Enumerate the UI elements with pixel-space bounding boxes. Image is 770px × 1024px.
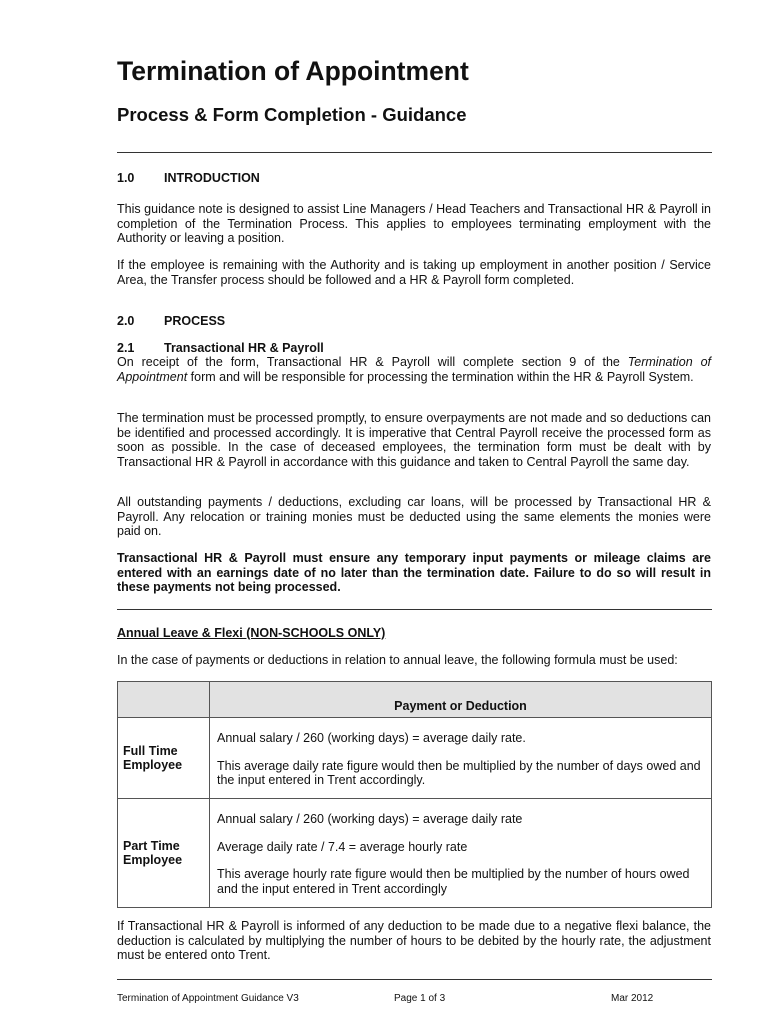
annual-leave-intro: In the case of payments or deductions in relation to annual leave, the following formula must be used: [117, 653, 678, 667]
row-label-line: Part Time [123, 838, 180, 853]
subsection-number: 2.1 [117, 341, 135, 355]
row-label-line: Employee [123, 758, 183, 772]
flexi-deduction-paragraph: If Transactional HR & Payroll is informed of any deduction to be made due to a negative flexi balance, the deduction is calculated by multiplying the number of hours to be debited by the hourly rate, the adjustment must be entered onto Trent. [117, 919, 711, 962]
process-paragraph-1-end: form and will be responsible for processing the termination within the HR & Payroll System. [187, 369, 694, 384]
process-paragraph-1-start: On receipt of the form, Transactional HR & Payroll will complete section 9 of the [117, 355, 628, 369]
form-name-emphasis: Termination of Appointment [117, 355, 712, 384]
payment-deduction-table [117, 681, 712, 908]
column-header-label: Payment or Deduction [394, 698, 527, 713]
footer-divider [117, 979, 712, 980]
process-paragraph-2: The termination must be processed promptly, to ensure overpayments are not made and so deductions can be identified and processed accordingly. It is imperative that Central Payroll receive the processed form as soon as possible. In the case of deceased employees, the termination form must be dealt with by Transactional HR & Payroll in accordance with this guidance and taken to Central Payroll the same day. [117, 411, 711, 469]
footer-page-number: Page 1 of 3 [394, 993, 446, 1004]
row-label-full-time [118, 718, 210, 799]
footer-document-name: Termination of Appointment Guidance V3 [117, 993, 299, 1004]
section-title: PROCESS [164, 314, 226, 328]
subsection-heading-transactional [117, 341, 324, 355]
formula-line: This average daily rate figure would then be multiplied by the number of days owed and the input entered in Trent accordingly. [217, 758, 701, 787]
section-number: 1.0 [117, 171, 135, 185]
process-paragraph-1 [117, 355, 711, 384]
table-column-header [210, 682, 712, 718]
row-label-line: Employee [123, 853, 183, 867]
intro-paragraph-2: If the employee is remaining with the Authority and is taking up employment in another position / Service Area, the Transfer process should be followed and a HR & Payroll form completed. [117, 258, 711, 287]
intro-paragraph-1: This guidance note is designed to assist Line Managers / Head Teachers and Transactional HR & Payroll in completion of the Termination Process. This applies to employees terminating employment with the Authority or leaving a position. [117, 202, 711, 245]
section-number: 2.0 [117, 314, 135, 328]
footer-date: Mar 2012 [611, 993, 654, 1004]
document-title: Termination of Appointment [117, 56, 469, 86]
table-corner-cell [118, 682, 210, 718]
process-warning-paragraph: Transactional HR & Payroll must ensure any temporary input payments or mileage claims are entered with an earnings date of no later than the termination date. Failure to do so will result in these payments not being processed. [117, 551, 711, 594]
section-heading-process [117, 314, 225, 328]
formula-line: Annual salary / 260 (working days) = average daily rate [217, 812, 523, 826]
formula-line: Annual salary / 260 (working days) = average daily rate. [217, 731, 526, 745]
table-row [118, 799, 712, 908]
annual-leave-heading: Annual Leave & Flexi (NON-SCHOOLS ONLY) [117, 626, 386, 640]
row-content-part-time [210, 799, 712, 908]
process-paragraph-3: All outstanding payments / deductions, excluding car loans, will be processed by Transactional HR & Payroll. Any relocation or training monies must be deducted using the same elements the monies were paid on. [117, 495, 711, 538]
document-subtitle: Process & Form Completion - Guidance [117, 104, 467, 125]
row-content-full-time [210, 718, 712, 799]
section-title: INTRODUCTION [164, 171, 260, 185]
formula-line: This average hourly rate figure would then be multiplied by the number of hours owed and the input entered in Trent accordingly [217, 867, 690, 896]
subsection-title: Transactional HR & Payroll [164, 341, 324, 355]
title-divider [117, 152, 712, 153]
table-header-row [118, 682, 712, 718]
section-divider [117, 609, 712, 610]
row-label-line: Full Time [123, 743, 178, 758]
section-heading-introduction [117, 171, 260, 185]
formula-line: Average daily rate / 7.4 = average hourly rate [217, 839, 468, 854]
table-row [118, 718, 712, 799]
row-label-part-time [118, 799, 210, 908]
